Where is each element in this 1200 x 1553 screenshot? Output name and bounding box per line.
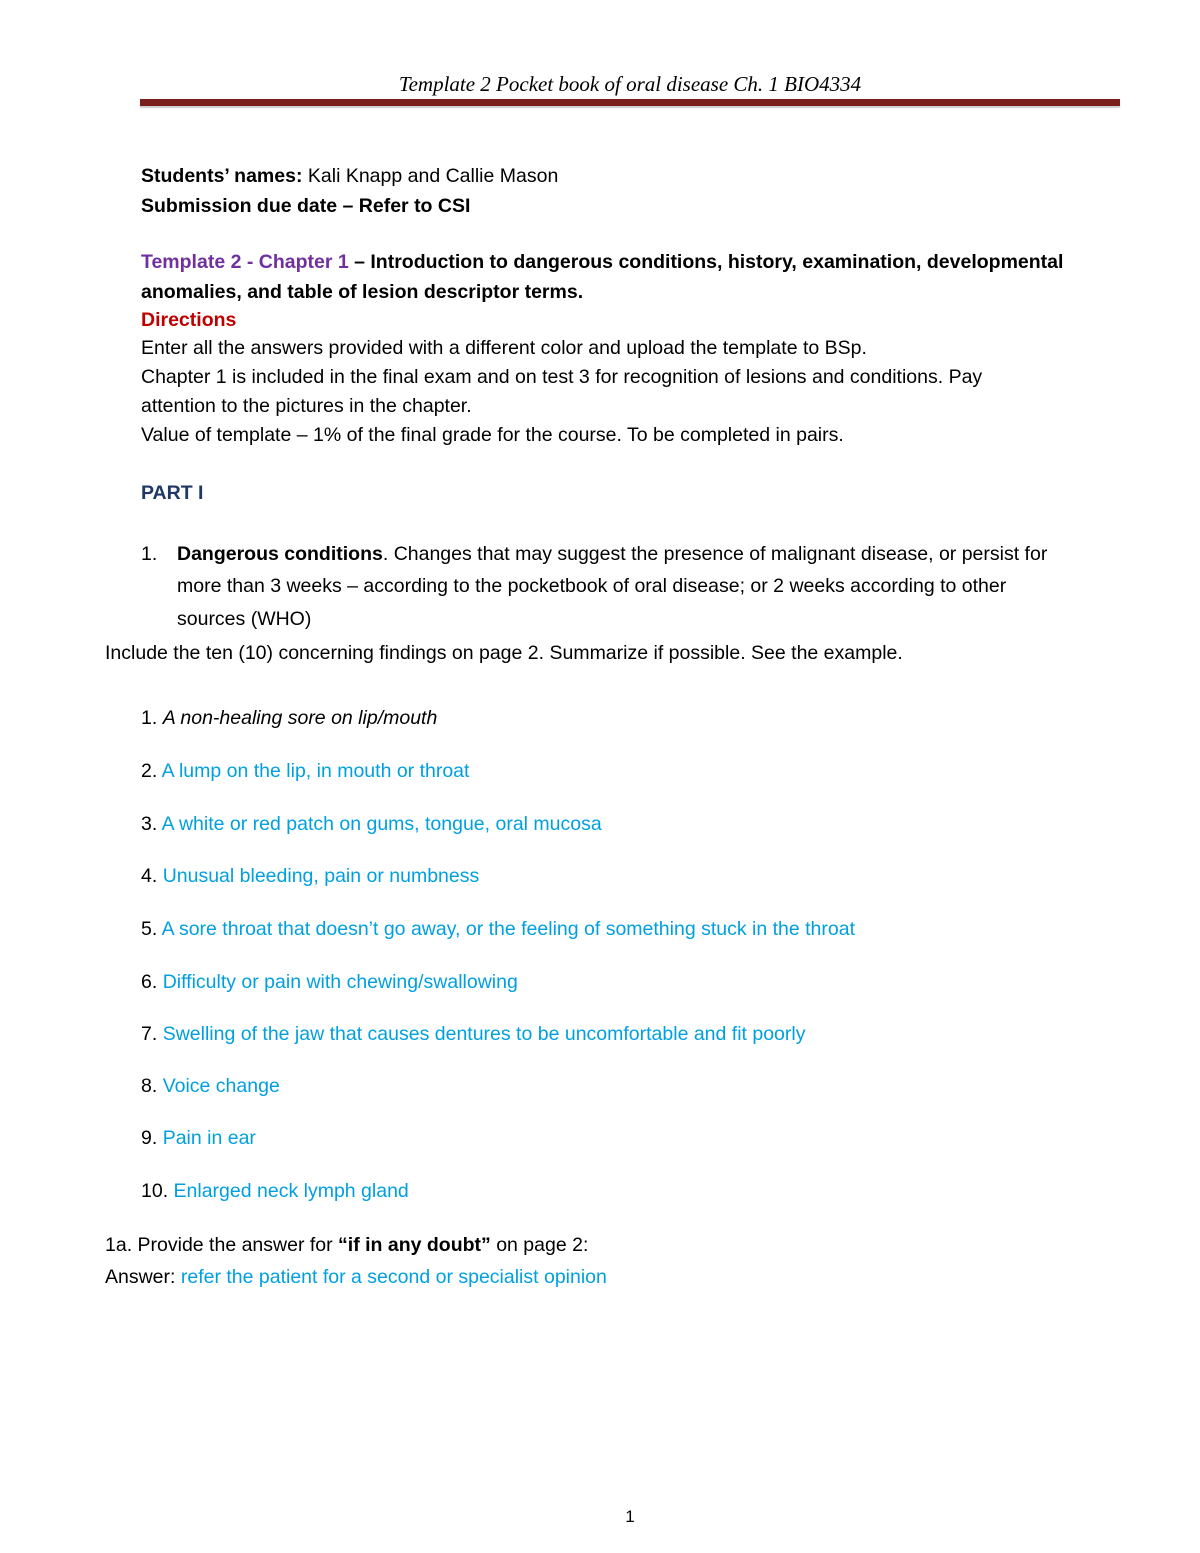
finding-answer-text: Swelling of the jaw that causes dentures to be uncomfortable and fit poorly	[162, 1023, 806, 1045]
finding-item	[141, 1025, 805, 1045]
finding-item	[141, 867, 479, 887]
finding-number: 3.	[141, 813, 158, 835]
template-title-text: – Introduction to dangerous conditions, history, examination, developmental	[348, 251, 1064, 273]
question-1-line-3: sources (WHO)	[177, 608, 312, 630]
finding-answer-text: A lump on the lip, in mouth or throat	[161, 760, 470, 782]
finding-number: 7.	[141, 1023, 158, 1045]
page-number: 1	[625, 1507, 635, 1526]
students-line	[141, 167, 558, 187]
due-date-line: Submission due date – Refer to CSI	[141, 195, 471, 217]
part-heading: PART I	[141, 482, 204, 504]
finding-item	[141, 920, 855, 940]
finding-answer-text: Unusual bleeding, pain or numbness	[162, 865, 480, 887]
question-1a-suffix: on page 2:	[490, 1234, 589, 1256]
page-header: Template 2 Pocket book of oral disease Ch. 1 BIO4334	[398, 72, 862, 96]
question-1-title: Dangerous conditions	[177, 543, 383, 565]
question-1-text: . Changes that may suggest the presence of malignant disease, or persist for	[382, 543, 1048, 565]
finding-answer-text: A sore throat that doesn’t go away, or the feeling of something stuck in the throat	[161, 918, 855, 940]
finding-answer-text: Voice change	[162, 1075, 280, 1097]
directions-line: Value of template – 1% of the final grade for the course. To be completed in pairs.	[141, 424, 844, 446]
directions-heading: Directions	[141, 309, 237, 331]
finding-answer-text: Enlarged neck lymph gland	[173, 1180, 409, 1202]
header-rule	[140, 99, 1120, 106]
students-value: Kali Knapp and Callie Mason	[302, 165, 559, 187]
finding-item	[141, 1129, 256, 1149]
finding-number: 1.	[141, 707, 158, 729]
finding-answer-text: Pain in ear	[162, 1127, 256, 1149]
question-1a-quote: “if in any doubt”	[338, 1234, 491, 1256]
finding-item	[141, 815, 602, 835]
finding-item	[141, 762, 469, 782]
question-1-line-2: more than 3 weeks – according to the pocketbook of oral disease; or 2 weeks according to other	[177, 575, 1007, 597]
finding-item	[141, 973, 518, 993]
directions-line: attention to the pictures in the chapter.	[141, 395, 472, 417]
students-label: Students’ names:	[141, 165, 303, 187]
answer-text: refer the patient for a second or specialist opinion	[180, 1266, 607, 1288]
finding-number: 2.	[141, 760, 158, 782]
finding-number: 10.	[141, 1180, 169, 1202]
finding-example-text: A non-healing sore on lip/mouth	[162, 707, 438, 729]
finding-number: 4.	[141, 865, 158, 887]
directions-line: Enter all the answers provided with a different color and upload the template to BSp.	[141, 337, 867, 359]
finding-number: 6.	[141, 971, 158, 993]
finding-answer-text: A white or red patch on gums, tongue, oral mucosa	[161, 813, 602, 835]
finding-answer-text: Difficulty or pain with chewing/swallowing	[162, 971, 518, 993]
finding-number: 5.	[141, 918, 158, 940]
directions-line: Chapter 1 is included in the final exam and on test 3 for recognition of lesions and conditions. Pay	[141, 366, 983, 388]
question-1-number: 1.	[141, 543, 158, 565]
answer-line	[105, 1268, 607, 1288]
finding-item	[141, 1077, 280, 1097]
question-1a-prefix: 1a. Provide the answer for	[105, 1234, 339, 1256]
template-prefix: Template 2 - Chapter 1	[141, 251, 349, 273]
finding-number: 8.	[141, 1075, 158, 1097]
question-1a-line	[105, 1236, 588, 1256]
answer-label: Answer:	[105, 1266, 181, 1288]
template-title-line-2: anomalies, and table of lesion descriptor terms.	[141, 281, 584, 303]
question-1-line-1	[177, 545, 1047, 565]
finding-item	[141, 1182, 409, 1202]
template-title-line-1	[141, 253, 1063, 273]
finding-number: 9.	[141, 1127, 158, 1149]
finding-item	[141, 709, 437, 729]
question-1-instruction: Include the ten (10) concerning findings on page 2. Summarize if possible. See the example.	[105, 642, 903, 664]
